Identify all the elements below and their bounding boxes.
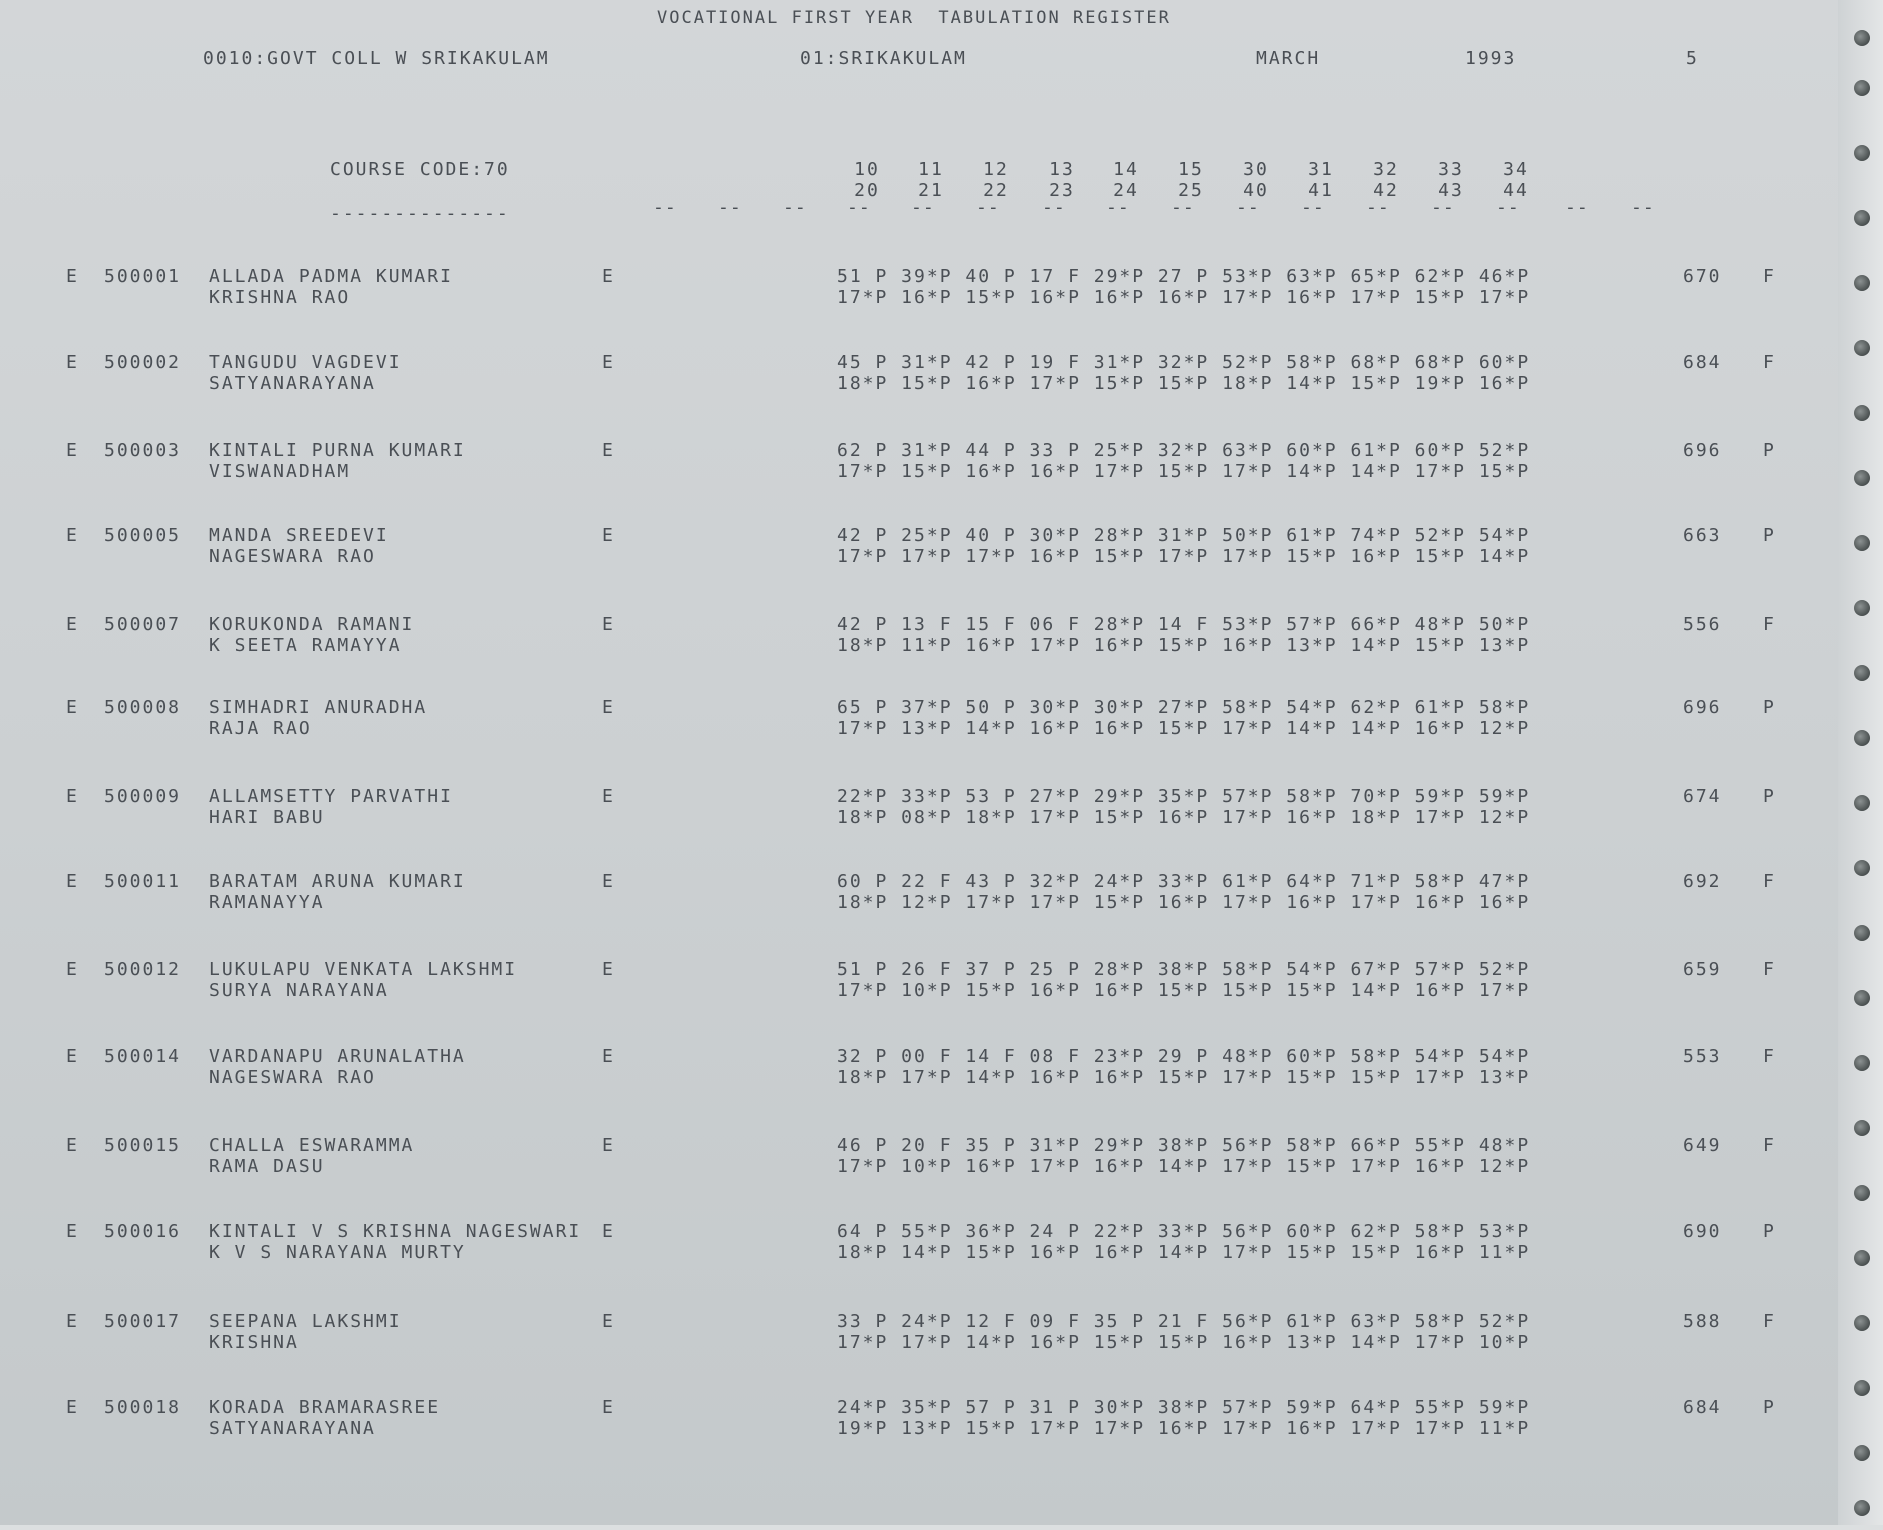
dash-marker: --	[718, 197, 742, 218]
roll-number: 500008	[104, 697, 182, 718]
feed-hole	[1854, 1380, 1870, 1396]
feed-hole	[1854, 665, 1870, 681]
stream-code: E	[66, 440, 79, 461]
feed-hole	[1854, 340, 1870, 356]
subject-code-column	[1301, 159, 1341, 201]
parent-name: KRISHNA RAO	[209, 287, 351, 308]
stream-code: E	[66, 614, 79, 635]
dash-marker: --	[976, 197, 1000, 218]
total-marks: 659	[1683, 959, 1722, 980]
subject-code-top: 31	[1308, 159, 1334, 180]
stream-code: E	[66, 1221, 79, 1242]
parent-name: NAGESWARA RAO	[209, 1067, 376, 1088]
student-row	[0, 786, 1800, 832]
subject-code-bottom: 23	[1049, 180, 1075, 201]
result-code: P	[1763, 525, 1776, 546]
student-row	[0, 1311, 1800, 1357]
marks-line-1: 51 P 26 F 37 P 25 P 28*P 38*P 58*P 54*P 67*P 57*P 52*P	[837, 959, 1531, 980]
student-row	[0, 614, 1800, 660]
dash-marker: --	[1236, 197, 1260, 218]
subject-code-top: 12	[983, 159, 1009, 180]
result-code: F	[1763, 959, 1776, 980]
subject-code-column	[1431, 159, 1471, 201]
subject-code-top: 30	[1243, 159, 1269, 180]
student-name: KINTALI PURNA KUMARI	[209, 440, 466, 461]
student-name: TANGUDU VAGDEVI	[209, 352, 402, 373]
parent-name: K V S NARAYANA MURTY	[209, 1242, 466, 1263]
stream-code: E	[66, 871, 79, 892]
student-row	[0, 440, 1800, 486]
marks-line-1: 64 P 55*P 36*P 24 P 22*P 33*P 56*P 60*P 62*P 58*P 53*P	[837, 1221, 1531, 1242]
subject-code-column	[911, 159, 951, 201]
stream-code: E	[66, 959, 79, 980]
marks-line-1: 22*P 33*P 53 P 27*P 29*P 35*P 57*P 58*P 70*P 59*P 59*P	[837, 786, 1531, 807]
parent-name: RAJA RAO	[209, 718, 312, 739]
dash-marker: --	[1565, 197, 1589, 218]
feed-hole	[1854, 860, 1870, 876]
total-marks: 692	[1683, 871, 1722, 892]
result-code: F	[1763, 266, 1776, 287]
total-marks: 649	[1683, 1135, 1722, 1156]
subject-code-column	[1236, 159, 1276, 201]
medium-code: E	[602, 266, 615, 287]
result-code: F	[1763, 614, 1776, 635]
result-code: P	[1763, 786, 1776, 807]
stream-code: E	[66, 352, 79, 373]
parent-name: K SEETA RAMAYYA	[209, 635, 402, 656]
medium-code: E	[602, 1221, 615, 1242]
total-marks: 663	[1683, 525, 1722, 546]
total-marks: 696	[1683, 697, 1722, 718]
dash-marker: --	[911, 197, 935, 218]
medium-code: E	[602, 697, 615, 718]
marks-line-1: 60 P 22 F 43 P 32*P 24*P 33*P 61*P 64*P 71*P 58*P 47*P	[837, 871, 1531, 892]
result-code: F	[1763, 352, 1776, 373]
student-name: SEEPANA LAKSHMI	[209, 1311, 402, 1332]
feed-hole	[1854, 925, 1870, 941]
feed-hole	[1854, 1445, 1870, 1461]
student-name: KINTALI V S KRISHNA NAGESWARI	[209, 1221, 582, 1242]
feed-hole	[1854, 990, 1870, 1006]
medium-code: E	[602, 1046, 615, 1067]
marks-line-1: 42 P 13 F 15 F 06 F 28*P 14 F 53*P 57*P 66*P 48*P 50*P	[837, 614, 1531, 635]
dash-marker: --	[1431, 197, 1455, 218]
total-marks: 553	[1683, 1046, 1722, 1067]
feed-hole	[1854, 795, 1870, 811]
parent-name: RAMANAYYA	[209, 892, 325, 913]
marks-line-2: 19*P 13*P 15*P 17*P 17*P 16*P 17*P 16*P 17*P 17*P 11*P	[837, 1418, 1531, 1439]
medium-code: E	[602, 786, 615, 807]
student-row	[0, 1397, 1800, 1443]
result-code: F	[1763, 1311, 1776, 1332]
subject-code-top: 13	[1049, 159, 1075, 180]
subject-code-top: 11	[918, 159, 944, 180]
subject-code-bottom: 44	[1503, 180, 1529, 201]
page-number: 5	[1686, 48, 1699, 69]
subject-code-bottom: 22	[983, 180, 1009, 201]
stream-code: E	[66, 1311, 79, 1332]
feed-hole	[1854, 275, 1870, 291]
stream-code: E	[66, 697, 79, 718]
feed-hole	[1854, 1185, 1870, 1201]
parent-name: SATYANARAYANA	[209, 1418, 376, 1439]
subject-code-top: 14	[1113, 159, 1139, 180]
feed-hole	[1854, 145, 1870, 161]
register-title: VOCATIONAL FIRST YEAR TABULATION REGISTER	[657, 8, 1171, 28]
subject-code-bottom: 40	[1243, 180, 1269, 201]
parent-name: NAGESWARA RAO	[209, 546, 376, 567]
marks-line-1: 62 P 31*P 44 P 33 P 25*P 32*P 63*P 60*P 61*P 60*P 52*P	[837, 440, 1531, 461]
student-name: CHALLA ESWARAMMA	[209, 1135, 415, 1156]
roll-number: 500003	[104, 440, 182, 461]
dash-marker: --	[783, 197, 807, 218]
roll-number: 500011	[104, 871, 182, 892]
marks-line-2: 17*P 17*P 14*P 16*P 15*P 15*P 16*P 13*P 14*P 17*P 10*P	[837, 1332, 1531, 1353]
subject-code-column	[1106, 159, 1146, 201]
marks-line-2: 18*P 14*P 15*P 16*P 16*P 14*P 17*P 15*P 15*P 16*P 11*P	[837, 1242, 1531, 1263]
medium-code: E	[602, 1135, 615, 1156]
student-row	[0, 697, 1800, 743]
subject-code-bottom: 43	[1438, 180, 1464, 201]
medium-code: E	[602, 871, 615, 892]
subject-code-top: 10	[854, 159, 880, 180]
subject-code-bottom: 25	[1178, 180, 1204, 201]
roll-number: 500015	[104, 1135, 182, 1156]
marks-line-2: 17*P 10*P 16*P 17*P 16*P 14*P 17*P 15*P 17*P 16*P 12*P	[837, 1156, 1531, 1177]
result-code: P	[1763, 697, 1776, 718]
total-marks: 588	[1683, 1311, 1722, 1332]
marks-line-2: 18*P 12*P 17*P 17*P 15*P 16*P 17*P 16*P 17*P 16*P 16*P	[837, 892, 1531, 913]
student-row	[0, 871, 1800, 917]
dash-marker: --	[1631, 197, 1655, 218]
student-name: SIMHADRI ANURADHA	[209, 697, 428, 718]
result-code: P	[1763, 440, 1776, 461]
student-name: MANDA SREEDEVI	[209, 525, 389, 546]
result-code: F	[1763, 871, 1776, 892]
marks-line-2: 18*P 17*P 14*P 16*P 16*P 15*P 17*P 15*P 15*P 17*P 13*P	[837, 1067, 1531, 1088]
total-marks: 684	[1683, 352, 1722, 373]
student-row	[0, 1221, 1800, 1267]
stream-code: E	[66, 525, 79, 546]
feed-hole	[1854, 1500, 1870, 1516]
total-marks: 690	[1683, 1221, 1722, 1242]
dash-marker: --	[1366, 197, 1390, 218]
feed-hole	[1854, 210, 1870, 226]
marks-line-2: 18*P 11*P 16*P 17*P 16*P 15*P 16*P 13*P 14*P 15*P 13*P	[837, 635, 1531, 656]
student-row	[0, 266, 1800, 312]
total-marks: 670	[1683, 266, 1722, 287]
dash-marker: --	[1496, 197, 1520, 218]
marks-line-2: 17*P 16*P 15*P 16*P 16*P 16*P 17*P 16*P 17*P 15*P 17*P	[837, 287, 1531, 308]
total-marks: 684	[1683, 1397, 1722, 1418]
roll-number: 500017	[104, 1311, 182, 1332]
total-marks: 674	[1683, 786, 1722, 807]
subject-code-bottom: 20	[854, 180, 880, 201]
roll-number: 500009	[104, 786, 182, 807]
result-code: F	[1763, 1046, 1776, 1067]
feed-hole	[1854, 1250, 1870, 1266]
roll-number: 500007	[104, 614, 182, 635]
feed-hole	[1854, 730, 1870, 746]
subject-code-top: 32	[1373, 159, 1399, 180]
subject-code-top: 15	[1178, 159, 1204, 180]
stream-code: E	[66, 786, 79, 807]
subject-code-top: 33	[1438, 159, 1464, 180]
roll-number: 500005	[104, 525, 182, 546]
student-name: KORADA BRAMARASREE	[209, 1397, 441, 1418]
medium-code: E	[602, 1311, 615, 1332]
student-row	[0, 1046, 1800, 1092]
subject-code-column	[1366, 159, 1406, 201]
dash-marker: --	[1171, 197, 1195, 218]
dash-marker: --	[847, 197, 871, 218]
feed-hole	[1854, 600, 1870, 616]
feed-hole	[1854, 535, 1870, 551]
subject-code-column	[976, 159, 1016, 201]
roll-number: 500014	[104, 1046, 182, 1067]
medium-code: E	[602, 614, 615, 635]
total-marks: 556	[1683, 614, 1722, 635]
subject-code-bottom: 42	[1373, 180, 1399, 201]
marks-line-1: 42 P 25*P 40 P 30*P 28*P 31*P 50*P 61*P 74*P 52*P 54*P	[837, 525, 1531, 546]
subject-code-bottom: 21	[918, 180, 944, 201]
subject-code-column	[1171, 159, 1211, 201]
district-name: 01:SRIKAKULAM	[800, 48, 967, 69]
stream-code: E	[66, 1397, 79, 1418]
feed-hole	[1854, 1120, 1870, 1136]
roll-number: 500002	[104, 352, 182, 373]
feed-hole	[1854, 405, 1870, 421]
subject-code-column	[1042, 159, 1082, 201]
parent-name: VISWANADHAM	[209, 461, 351, 482]
marks-line-2: 17*P 13*P 14*P 16*P 16*P 15*P 17*P 14*P 14*P 16*P 12*P	[837, 718, 1531, 739]
dash-marker: --	[653, 197, 677, 218]
feed-hole	[1854, 30, 1870, 46]
parent-name: SURYA NARAYANA	[209, 980, 389, 1001]
dash-marker: --	[1106, 197, 1130, 218]
marks-line-1: 45 P 31*P 42 P 19 F 31*P 32*P 52*P 58*P 68*P 68*P 60*P	[837, 352, 1531, 373]
roll-number: 500012	[104, 959, 182, 980]
course-code-underline: --------------	[330, 203, 510, 224]
student-row	[0, 1135, 1800, 1181]
roll-number: 500016	[104, 1221, 182, 1242]
student-name: ALLADA PADMA KUMARI	[209, 266, 453, 287]
feed-hole	[1854, 80, 1870, 96]
marks-line-2: 18*P 08*P 18*P 17*P 15*P 16*P 17*P 16*P 18*P 17*P 12*P	[837, 807, 1531, 828]
stream-code: E	[66, 266, 79, 287]
marks-line-1: 46 P 20 F 35 P 31*P 29*P 38*P 56*P 58*P 66*P 55*P 48*P	[837, 1135, 1531, 1156]
feed-hole	[1854, 1055, 1870, 1071]
medium-code: E	[602, 959, 615, 980]
roll-number: 500001	[104, 266, 182, 287]
marks-line-1: 51 P 39*P 40 P 17 F 29*P 27 P 53*P 63*P 65*P 62*P 46*P	[837, 266, 1531, 287]
parent-name: KRISHNA	[209, 1332, 299, 1353]
subject-code-column	[1496, 159, 1536, 201]
total-marks: 696	[1683, 440, 1722, 461]
student-name: KORUKONDA RAMANI	[209, 614, 415, 635]
subject-code-column	[847, 159, 887, 201]
register-header	[0, 48, 1800, 70]
result-code: P	[1763, 1221, 1776, 1242]
subject-code-bottom: 41	[1308, 180, 1334, 201]
exam-year: 1993	[1465, 48, 1517, 69]
feed-hole	[1854, 1315, 1870, 1331]
marks-line-1: 65 P 37*P 50 P 30*P 30*P 27*P 58*P 54*P 62*P 61*P 58*P	[837, 697, 1531, 718]
medium-code: E	[602, 352, 615, 373]
stream-code: E	[66, 1046, 79, 1067]
medium-code: E	[602, 525, 615, 546]
college-name: 0010:GOVT COLL W SRIKAKULAM	[203, 48, 550, 69]
student-row	[0, 525, 1800, 571]
dash-marker: --	[1301, 197, 1325, 218]
marks-line-2: 17*P 10*P 15*P 16*P 16*P 15*P 15*P 15*P 14*P 16*P 17*P	[837, 980, 1531, 1001]
student-name: VARDANAPU ARUNALATHA	[209, 1046, 466, 1067]
student-row	[0, 352, 1800, 398]
medium-code: E	[602, 1397, 615, 1418]
marks-line-2: 17*P 15*P 16*P 16*P 17*P 15*P 17*P 14*P 14*P 17*P 15*P	[837, 461, 1531, 482]
parent-name: HARI BABU	[209, 807, 325, 828]
course-code: COURSE CODE:70	[330, 159, 510, 180]
roll-number: 500018	[104, 1397, 182, 1418]
marks-line-2: 17*P 17*P 17*P 16*P 15*P 17*P 17*P 15*P 16*P 15*P 14*P	[837, 546, 1531, 567]
marks-line-2: 18*P 15*P 16*P 17*P 15*P 15*P 18*P 14*P 15*P 19*P 16*P	[837, 373, 1531, 394]
parent-name: RAMA DASU	[209, 1156, 325, 1177]
student-name: BARATAM ARUNA KUMARI	[209, 871, 466, 892]
medium-code: E	[602, 440, 615, 461]
dash-marker: --	[1042, 197, 1066, 218]
exam-month: MARCH	[1256, 48, 1321, 69]
marks-line-1: 32 P 00 F 14 F 08 F 23*P 29 P 48*P 60*P 58*P 54*P 54*P	[837, 1046, 1531, 1067]
feed-hole	[1854, 470, 1870, 486]
subject-code-top: 34	[1503, 159, 1529, 180]
sheet-bottom-edge	[0, 1525, 1883, 1530]
student-row	[0, 959, 1800, 1005]
student-name: LUKULAPU VENKATA LAKSHMI	[209, 959, 518, 980]
student-name: ALLAMSETTY PARVATHI	[209, 786, 453, 807]
tractor-feed-strip	[1838, 0, 1883, 1530]
stream-code: E	[66, 1135, 79, 1156]
parent-name: SATYANARAYANA	[209, 373, 376, 394]
subject-code-bottom: 24	[1113, 180, 1139, 201]
marks-line-1: 24*P 35*P 57 P 31 P 30*P 38*P 57*P 59*P 64*P 55*P 59*P	[837, 1397, 1531, 1418]
result-code: P	[1763, 1397, 1776, 1418]
result-code: F	[1763, 1135, 1776, 1156]
marks-line-1: 33 P 24*P 12 F 09 F 35 P 21 F 56*P 61*P 63*P 58*P 52*P	[837, 1311, 1531, 1332]
